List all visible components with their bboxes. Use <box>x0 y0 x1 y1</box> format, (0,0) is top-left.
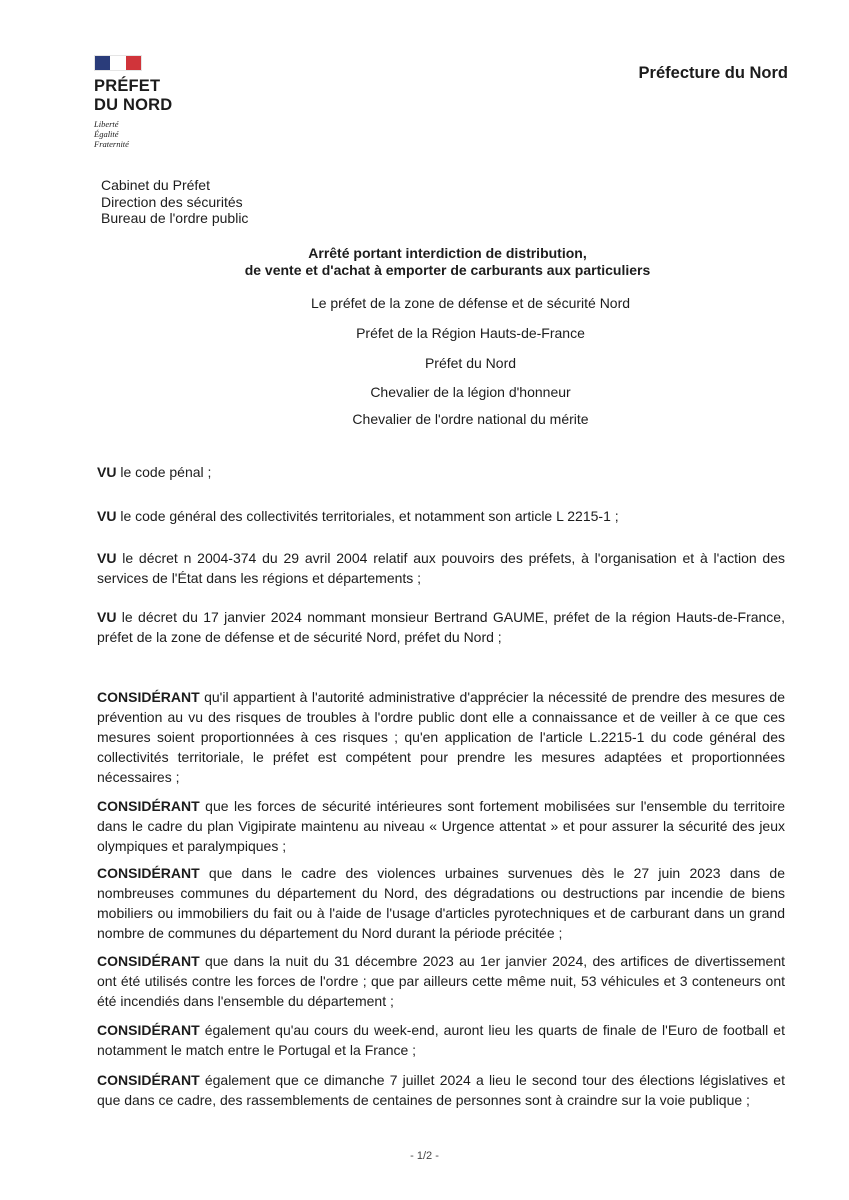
service-line: Cabinet du Préfet <box>101 177 210 193</box>
considerant-text: qu'il appartient à l'autorité administrative d'apprécier la nécessité de prendre des mesures de prévention au vu des risques de troubles à l'ordre public dont elle a connaissance et de veiller à ce que ces mesures soient proportionnées à ces risques ; qu'en application de l'article L.2215-1 du code général des collectivités territoriale, le préfet est compétent pour prendre les mesures adaptées et proportionnées nécessaires ; <box>97 689 785 785</box>
vu-lead: VU <box>97 609 117 625</box>
authority-line: Chevalier de la légion d'honneur <box>370 384 571 400</box>
tricolor-flag-icon <box>94 55 142 71</box>
vu-paragraph <box>97 607 785 647</box>
considerant-lead: CONSIDÉRANT <box>97 1022 200 1038</box>
page-number: - 1/2 - <box>410 1150 439 1162</box>
vu-paragraph <box>97 462 785 482</box>
vu-text: le décret du 17 janvier 2024 nommant monsieur Bertrand GAUME, préfet de la région Hauts-de-France, préfet de la zone de défense et de sécurité Nord, préfet du Nord ; <box>97 609 785 645</box>
vu-text: le code pénal ; <box>116 464 212 480</box>
motto-fraternite: Fraternité <box>94 139 129 149</box>
considerant-paragraph <box>97 1020 785 1060</box>
authority-line: Chevalier de l'ordre national du mérite <box>352 411 589 427</box>
decree-title-line2: de vente et d'achat à emporter de carburants aux particuliers <box>244 262 651 278</box>
considerant-lead: CONSIDÉRANT <box>97 953 200 969</box>
considerant-paragraph <box>97 951 785 1011</box>
service-line: Bureau de l'ordre public <box>101 210 249 226</box>
republic-motto <box>94 119 172 149</box>
motto-egalite: Égalité <box>94 129 119 139</box>
issuing-services <box>101 177 248 227</box>
authority-line: Préfet de la Région Hauts-de-France <box>356 325 585 341</box>
prefet-logo <box>94 55 172 149</box>
authority-line: Le préfet de la zone de défense et de sécurité Nord <box>310 295 631 311</box>
logo-title-line2: DU NORD <box>94 96 173 114</box>
considerant-text: que les forces de sécurité intérieures sont fortement mobilisées sur l'ensemble du territoire dans le cadre du plan Vigipirate maintenu au niveau « Urgence attentat » et pour assurer la sécurité des jeux olympiques et paralympiques ; <box>97 798 785 854</box>
vu-paragraph <box>97 548 785 588</box>
considerant-paragraph <box>97 863 785 943</box>
considerant-lead: CONSIDÉRANT <box>97 689 200 705</box>
vu-lead: VU <box>97 550 117 566</box>
vu-lead: VU <box>97 508 117 524</box>
considerant-lead: CONSIDÉRANT <box>97 798 200 814</box>
vu-text: le code général des collectivités territoriales, et notamment son article L 2215-1 ; <box>116 508 619 524</box>
considerant-text: que dans la nuit du 31 décembre 2023 au 1er janvier 2024, des artifices de divertissement ont été utilisés contre les forces de l'ordre ; que par ailleurs cette même nuit, 53 véhicules et 3 conteneurs ont été incendiés dans l'ensemble du département ; <box>97 953 785 1009</box>
considerant-paragraph <box>97 1070 785 1110</box>
considerant-text: que dans le cadre des violences urbaines survenues dès le 27 juin 2023 dans de nombreuses communes du département du Nord, des dégradations ou destructions par incendie de biens mobiliers ou immobiliers du fait ou à l'aide de l'usage d'articles pyrotechniques et de carburant dans un grand nombre de communes du département du Nord durant la période précitée ; <box>97 865 785 941</box>
authority-line: Préfet du Nord <box>424 355 517 371</box>
considerant-lead: CONSIDÉRANT <box>97 865 200 881</box>
considerant-paragraph <box>97 687 785 787</box>
vu-lead: VU <box>97 464 117 480</box>
considerant-paragraph <box>97 796 785 856</box>
prefecture-name: Préfecture du Nord <box>638 64 788 82</box>
logo-title-line1: PRÉFET <box>94 77 161 95</box>
service-line: Direction des sécurités <box>101 193 243 210</box>
considerant-text: également qu'au cours du week-end, auront lieu les quarts de finale de l'Euro de football et notamment le match entre le Portugal et la France ; <box>97 1022 785 1058</box>
considerant-lead: CONSIDÉRANT <box>97 1072 200 1088</box>
vu-paragraph <box>97 506 785 526</box>
motto-liberte: Liberté <box>94 119 119 129</box>
decree-title-line1: Arrêté portant interdiction de distribution, <box>308 245 587 261</box>
decree-title <box>0 245 849 279</box>
considerant-text: également que ce dimanche 7 juillet 2024 a lieu le second tour des élections législatives et que dans ce cadre, des rassemblements de centaines de personnes sont à craindre sur la voie publique ; <box>97 1072 785 1108</box>
vu-text: le décret n 2004-374 du 29 avril 2004 relatif aux pouvoirs des préfets, à l'organisation et à l'action des services de l'État dans les régions et départements ; <box>97 550 785 586</box>
